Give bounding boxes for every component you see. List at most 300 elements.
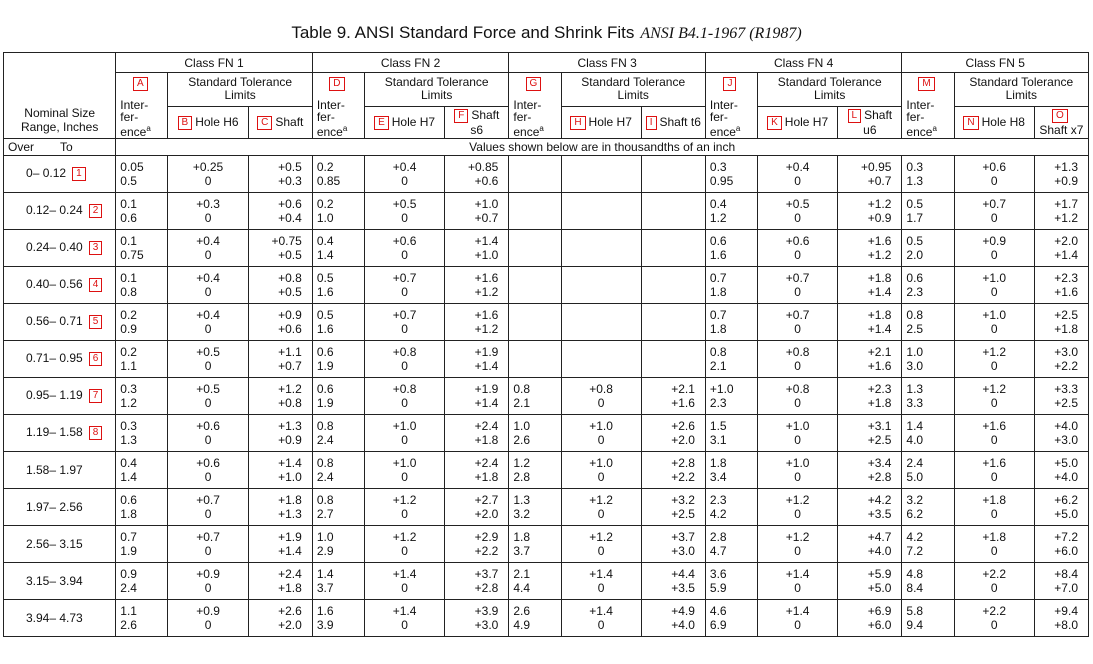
lower-value: 2.4: [120, 580, 137, 595]
lower-value: +4.0: [1054, 469, 1078, 484]
lower-value: 0: [794, 395, 801, 410]
lower-value: +0.5: [278, 247, 302, 262]
size-over: 0.95: [26, 388, 50, 403]
upper-value: 0.6: [316, 381, 334, 396]
shaft-cell: [641, 562, 705, 599]
lower-value: 0: [204, 580, 212, 595]
upper-value: +0.8: [392, 381, 417, 396]
upper-value: 1.0: [513, 418, 531, 433]
to-label: To: [60, 139, 73, 154]
interference-cell: [509, 451, 561, 488]
lower-value: +0.5: [278, 284, 302, 299]
lower-value: 4.7: [709, 543, 727, 558]
hole-cell: [364, 451, 444, 488]
upper-value: +9.4: [1054, 603, 1078, 618]
upper-value: +0.6: [785, 233, 810, 248]
upper-value: +2.4: [474, 455, 499, 470]
lower-value: 4.0: [906, 432, 924, 447]
upper-value: +0.6: [278, 196, 302, 211]
upper-value: +1.6: [474, 270, 499, 285]
interference-cell: [312, 229, 364, 266]
upper-value: 0.6: [120, 492, 137, 507]
size-over: 0.56: [26, 314, 50, 329]
lower-value: +4.0: [867, 543, 892, 558]
table-row: [4, 192, 1089, 229]
table-title: [0, 23, 1093, 43]
upper-value: +1.8: [982, 492, 1007, 507]
interference-cell: [509, 340, 561, 377]
lower-value: +6.0: [1054, 543, 1078, 558]
upper-value: +1.2: [867, 196, 892, 211]
upper-value: +3.2: [671, 492, 695, 507]
lower-value: +1.4: [867, 284, 892, 299]
upper-value: 0.5: [316, 270, 334, 285]
interference-cell: [705, 525, 757, 562]
label-box: G: [526, 77, 542, 91]
over-to-row: [4, 138, 1089, 155]
size-over: 2.56: [26, 536, 50, 551]
upper-value: +0.9: [278, 307, 302, 322]
upper-value: +5.0: [1054, 455, 1078, 470]
size-to: 0.40: [59, 240, 83, 255]
footnote-mark: a: [539, 123, 544, 133]
shaft-cell: [1034, 451, 1088, 488]
hole-cell: [561, 414, 641, 451]
hole-cell: [364, 377, 444, 414]
upper-value: +4.9: [671, 603, 695, 618]
hole-cell: [364, 303, 444, 340]
lower-value: +2.2: [671, 469, 695, 484]
interference-cell: [902, 303, 954, 340]
upper-value: +2.4: [474, 418, 499, 433]
lower-value: 3.7: [513, 543, 531, 558]
interference-cell: [705, 155, 757, 192]
lower-value: 0: [401, 358, 408, 373]
upper-value: +2.7: [474, 492, 499, 507]
upper-value: +0.3: [196, 196, 220, 211]
hole-cell: [954, 229, 1034, 266]
lower-value: +2.0: [671, 432, 695, 447]
upper-value: +1.2: [589, 529, 613, 544]
shaft-cell: [445, 525, 509, 562]
interference-cell: [116, 229, 168, 266]
hole-cell: [168, 155, 248, 192]
upper-value: +1.3: [278, 418, 302, 433]
nominal-size-header: [4, 53, 116, 139]
interference-cell: [705, 377, 757, 414]
lower-value: 1.3: [906, 173, 924, 188]
upper-value: +1.6: [867, 233, 892, 248]
hole-cell: [954, 266, 1034, 303]
upper-value: +1.4: [785, 603, 810, 618]
upper-value: +1.6: [474, 307, 499, 322]
lower-value: +1.4: [474, 358, 499, 373]
lower-value: +1.3: [278, 506, 302, 521]
hole-cell: [561, 377, 641, 414]
lower-value: 0: [401, 284, 408, 299]
upper-value: 0.5: [906, 233, 924, 248]
shaft-cell: [641, 488, 705, 525]
lower-value: +5.0: [1054, 506, 1078, 521]
hole-cell: [758, 562, 838, 599]
lower-value: 0: [990, 358, 998, 373]
table-row: [4, 377, 1089, 414]
upper-value: +1.0: [392, 418, 417, 433]
lower-value: 0: [794, 543, 801, 558]
interference-cell: [116, 488, 168, 525]
upper-value: +1.8: [982, 529, 1007, 544]
shaft-label: Shaft t6: [659, 114, 701, 129]
lower-value: 2.5: [906, 321, 924, 336]
shaft-cell: [1034, 525, 1088, 562]
upper-value: +1.8: [867, 307, 892, 322]
lower-value: +1.2: [474, 284, 499, 299]
label-box: C: [257, 116, 272, 130]
upper-value: +1.1: [278, 344, 302, 359]
interference-cell: [705, 599, 757, 636]
upper-value: +2.9: [474, 529, 499, 544]
upper-value: 1.5: [709, 418, 727, 433]
hole-cell: [954, 192, 1034, 229]
lower-value: +2.5: [671, 506, 695, 521]
hole-cell: [561, 192, 641, 229]
upper-value: +0.4: [196, 270, 220, 285]
upper-value: 1.3: [513, 492, 531, 507]
lower-value: 2.9: [316, 543, 334, 558]
title-text: Table 9. ANSI Standard Force and Shrink Fits: [291, 23, 635, 42]
interference-cell: [705, 414, 757, 451]
interference-cell: [509, 377, 561, 414]
shaft-cell: [248, 525, 312, 562]
upper-value: +1.2: [785, 492, 810, 507]
interference-cell: [312, 340, 364, 377]
table-row: [4, 155, 1089, 192]
size-range-cell: 0.40– 0.56 4: [4, 266, 116, 303]
lower-value: +8.0: [1054, 617, 1078, 632]
interference-cell: [509, 192, 561, 229]
upper-value: +1.2: [982, 344, 1007, 359]
upper-value: 0.6: [709, 233, 727, 248]
shaft-cell: [445, 155, 509, 192]
upper-value: 0.7: [709, 270, 727, 285]
upper-value: +1.2: [982, 381, 1007, 396]
lower-value: 0: [794, 173, 801, 188]
upper-value: 0.8: [709, 344, 727, 359]
lower-value: 2.3: [906, 284, 924, 299]
lower-value: 2.1: [513, 395, 531, 410]
interference-cell: [509, 303, 561, 340]
lower-value: 0: [990, 395, 998, 410]
lower-value: +1.2: [867, 247, 892, 262]
interference-cell: [509, 266, 561, 303]
lower-value: 0: [401, 321, 408, 336]
label-box: J: [723, 77, 736, 91]
row-box: 2: [89, 204, 103, 218]
lower-value: +2.2: [474, 543, 499, 558]
hole-cell: [758, 155, 838, 192]
interference-cell: [705, 488, 757, 525]
interference-cell: [705, 266, 757, 303]
shaft-cell: [641, 414, 705, 451]
lower-value: 1.4: [316, 247, 334, 262]
size-to: 1.97: [59, 462, 83, 477]
shaft-cell: [641, 599, 705, 636]
upper-value: 0.5: [906, 196, 924, 211]
interference-cell: [902, 155, 954, 192]
lower-value: 0.85: [316, 173, 341, 188]
hole-cell: [758, 229, 838, 266]
upper-value: 1.0: [316, 529, 334, 544]
upper-value: 2.4: [906, 455, 924, 470]
label-box: D: [329, 77, 344, 91]
lower-value: 0: [794, 210, 801, 225]
standard-reference: ANSI B4.1-1967 (R1987): [640, 25, 802, 42]
over-label: Over: [8, 139, 35, 154]
lower-value: +2.8: [474, 580, 499, 595]
shaft-cell: [1034, 340, 1088, 377]
lower-value: 0: [794, 358, 801, 373]
upper-value: +0.7: [196, 529, 220, 544]
hole-header: [954, 106, 1034, 138]
shaft-cell: [1034, 562, 1088, 599]
hole-cell: [954, 303, 1034, 340]
shaft-cell: [641, 266, 705, 303]
size-to: 0.24: [59, 203, 83, 218]
lower-value: +0.7: [867, 173, 892, 188]
lower-value: 7.2: [906, 543, 924, 558]
shaft-cell: [641, 451, 705, 488]
lower-value: +1.2: [1054, 210, 1078, 225]
lower-value: 0: [401, 580, 408, 595]
hole-cell: [758, 451, 838, 488]
lower-value: 1.7: [906, 210, 924, 225]
interference-cell: [116, 266, 168, 303]
size-range-cell: 2.56– 3.15: [4, 525, 116, 562]
upper-value: +0.5: [196, 381, 220, 396]
size-range-cell: 0.95– 1.19 7: [4, 377, 116, 414]
shaft-label: Shaft x7: [1039, 122, 1084, 137]
upper-value: 0.6: [906, 270, 924, 285]
lower-value: +1.4: [867, 321, 892, 336]
upper-value: 0.4: [316, 233, 334, 248]
lower-value: +1.6: [1054, 284, 1078, 299]
upper-value: +1.4: [278, 455, 302, 470]
shaft-cell: [445, 192, 509, 229]
hole-label: Hole H7: [391, 114, 436, 129]
lower-value: 0: [401, 395, 408, 410]
row-box: 4: [89, 278, 103, 292]
lower-value: +3.0: [1054, 432, 1078, 447]
upper-value: +0.8: [785, 381, 810, 396]
hole-cell: [168, 340, 248, 377]
upper-value: +0.4: [196, 233, 220, 248]
interference-cell: [902, 377, 954, 414]
lower-value: 0: [990, 617, 998, 632]
interference-cell: [705, 192, 757, 229]
interference-cell: [312, 451, 364, 488]
hole-cell: [758, 192, 838, 229]
tolerance-limits-header: Standard Tolerance Limits: [364, 73, 508, 107]
interference-cell: [312, 192, 364, 229]
lower-value: 3.1: [709, 432, 727, 447]
lower-value: +2.8: [867, 469, 892, 484]
upper-value: 0.1: [120, 196, 137, 211]
upper-value: 0.2: [316, 196, 334, 211]
lower-value: 0: [990, 543, 998, 558]
shaft-cell: [1034, 229, 1088, 266]
label-box: N: [963, 116, 978, 130]
lower-value: 3.0: [906, 358, 924, 373]
hole-cell: [364, 229, 444, 266]
hole-cell: [561, 340, 641, 377]
upper-value: +0.8: [785, 344, 810, 359]
hole-label: Hole H6: [195, 114, 239, 129]
label-box: F: [454, 109, 468, 123]
hole-label: Hole H8: [981, 114, 1025, 129]
size-range-cell: 0.56– 0.71 5: [4, 303, 116, 340]
upper-value: +6.9: [867, 603, 892, 618]
upper-value: 0.3: [120, 381, 137, 396]
lower-value: +1.4: [474, 395, 499, 410]
interference-cell: [312, 562, 364, 599]
shaft-cell: [838, 599, 902, 636]
hole-cell: [758, 340, 838, 377]
lower-value: +6.0: [867, 617, 892, 632]
lower-value: +0.9: [867, 210, 892, 225]
upper-value: 1.2: [513, 455, 531, 470]
upper-value: 5.8: [906, 603, 924, 618]
shaft-cell: [1034, 266, 1088, 303]
upper-value: +1.4: [392, 566, 417, 581]
lower-value: 0: [401, 469, 408, 484]
upper-value: +0.7: [392, 307, 417, 322]
size-over: 3.94: [26, 610, 50, 625]
upper-value: +0.7: [196, 492, 220, 507]
interference-cell: [509, 488, 561, 525]
lower-value: 0: [990, 247, 998, 262]
upper-value: +1.0: [785, 418, 810, 433]
lower-value: 5.9: [709, 580, 727, 595]
row-box: 6: [89, 352, 103, 366]
size-range-cell: 0.71– 0.95 6: [4, 340, 116, 377]
upper-value: +8.4: [1054, 566, 1078, 581]
shaft-cell: [838, 266, 902, 303]
hole-cell: [758, 488, 838, 525]
upper-value: 1.3: [906, 381, 924, 396]
interference-header: [509, 73, 561, 139]
upper-value: +3.0: [1054, 344, 1078, 359]
label-box: L: [848, 109, 862, 123]
shaft-cell: [445, 266, 509, 303]
lower-value: 0: [794, 284, 801, 299]
upper-value: 0.4: [709, 196, 727, 211]
hole-cell: [168, 525, 248, 562]
shaft-cell: [838, 192, 902, 229]
lower-value: 0: [597, 506, 605, 521]
lower-value: 1.0: [316, 210, 334, 225]
upper-value: +0.8: [589, 381, 613, 396]
label-box: E: [374, 116, 389, 130]
upper-value: +5.9: [867, 566, 892, 581]
lower-value: 0: [597, 543, 605, 558]
hole-label: Hole H7: [588, 114, 632, 129]
lower-value: 2.4: [316, 432, 334, 447]
shaft-cell: [1034, 192, 1088, 229]
upper-value: +1.2: [392, 492, 417, 507]
lower-value: 0: [401, 247, 408, 262]
lower-value: 3.7: [316, 580, 334, 595]
lower-value: 0: [401, 543, 408, 558]
shaft-cell: [838, 414, 902, 451]
size-to: 4.73: [59, 610, 83, 625]
lower-value: 0: [990, 506, 998, 521]
size-range-cell: 0– 0.12 1: [4, 155, 116, 192]
lower-value: 0: [204, 506, 212, 521]
lower-value: +1.8: [474, 432, 499, 447]
upper-value: +4.0: [1054, 418, 1078, 433]
interference-cell: [705, 451, 757, 488]
hole-header: [168, 106, 248, 138]
fits-table: [3, 52, 1089, 637]
size-over: 0.24: [26, 240, 50, 255]
size-range-cell: 3.15– 3.94: [4, 562, 116, 599]
upper-value: +1.4: [474, 233, 499, 248]
hole-header: [561, 106, 641, 138]
nominal-size-label: Nominal Size Range, Inches: [20, 105, 99, 134]
upper-value: +0.25: [192, 159, 224, 174]
hole-cell: [561, 599, 641, 636]
lower-value: 0: [597, 580, 605, 595]
lower-value: 1.6: [316, 284, 334, 299]
interference-cell: [902, 266, 954, 303]
upper-value: +1.8: [278, 492, 302, 507]
upper-value: 0.05: [120, 159, 144, 174]
upper-value: +2.3: [867, 381, 892, 396]
upper-value: +2.3: [1054, 270, 1078, 285]
lower-value: 6.9: [709, 617, 727, 632]
lower-value: 0: [204, 210, 212, 225]
values-note: Values shown below are in thousandths of an inch: [116, 138, 1089, 155]
lower-value: 0: [794, 617, 801, 632]
upper-value: +4.2: [867, 492, 892, 507]
lower-value: 0: [204, 395, 212, 410]
upper-value: +2.8: [671, 455, 695, 470]
lower-value: 0: [401, 173, 408, 188]
hole-cell: [758, 303, 838, 340]
table-row: [4, 229, 1089, 266]
hole-cell: [954, 414, 1034, 451]
shaft-cell: [641, 155, 705, 192]
size-over: 1.19: [26, 425, 50, 440]
lower-value: 8.4: [906, 580, 924, 595]
lower-value: 0: [990, 321, 998, 336]
lower-value: 5.0: [906, 469, 924, 484]
lower-value: +0.9: [278, 432, 302, 447]
lower-value: +0.3: [278, 173, 302, 188]
upper-value: +2.1: [867, 344, 892, 359]
tolerance-limits-header: Standard Tolerance Limits: [954, 73, 1088, 107]
size-over: 0.40: [26, 277, 50, 292]
upper-value: +4.7: [867, 529, 892, 544]
lower-value: 0: [401, 432, 408, 447]
lower-value: 0: [204, 432, 212, 447]
shaft-cell: [838, 488, 902, 525]
upper-value: 0.2: [120, 344, 137, 359]
hole-cell: [561, 155, 641, 192]
shaft-label: Shaft: [275, 114, 304, 129]
upper-value: +1.4: [589, 566, 613, 581]
shaft-cell: [445, 451, 509, 488]
